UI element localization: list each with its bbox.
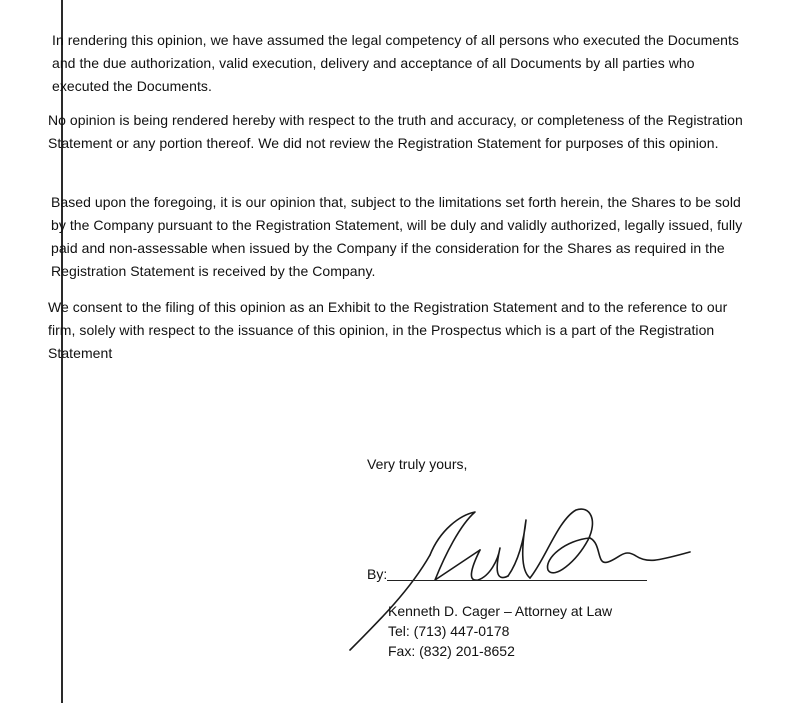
paragraph-assumptions: In rendering this opinion, we have assumed the legal competency of all persons who executed the Documents and the due authorization, valid execution, delivery and acceptance of all Documents by all parties who executed the Documents.	[52, 32, 739, 94]
signature-line	[387, 580, 647, 581]
signer-tel: Tel: (713) 447-0178	[388, 623, 510, 639]
paragraph-opinion: Based upon the foregoing, it is our opinion that, subject to the limitations set forth herein, the Shares to be sold by the Company pursuant to the Registration Statement, will be duly and validly authorized, legally issued, fully paid and non-assessable when issued by the Company if the consideration for the Shares as required in the Registration Statement is received by the Company.	[51, 194, 743, 279]
signer-name-title: Kenneth D. Cager – Attorney at Law	[388, 603, 613, 619]
by-label: By:	[367, 566, 388, 582]
paragraph-consent: We consent to the filing of this opinion as an Exhibit to the Registration Statement and to the reference to our firm, solely with respect to the issuance of this opinion, in the Prospectus which is a part of the Registration Statement	[48, 299, 728, 361]
signer-block	[388, 601, 612, 661]
signer-fax: Fax: (832) 201-8652	[388, 643, 515, 659]
paragraph-no-opinion: No opinion is being rendered hereby with respect to the truth and accuracy, or completeness of the Registration Statement or any portion thereof. We did not review the Registration Statement for purposes of this opinion.	[48, 112, 743, 151]
closing-salutation: Very truly yours,	[367, 456, 468, 472]
